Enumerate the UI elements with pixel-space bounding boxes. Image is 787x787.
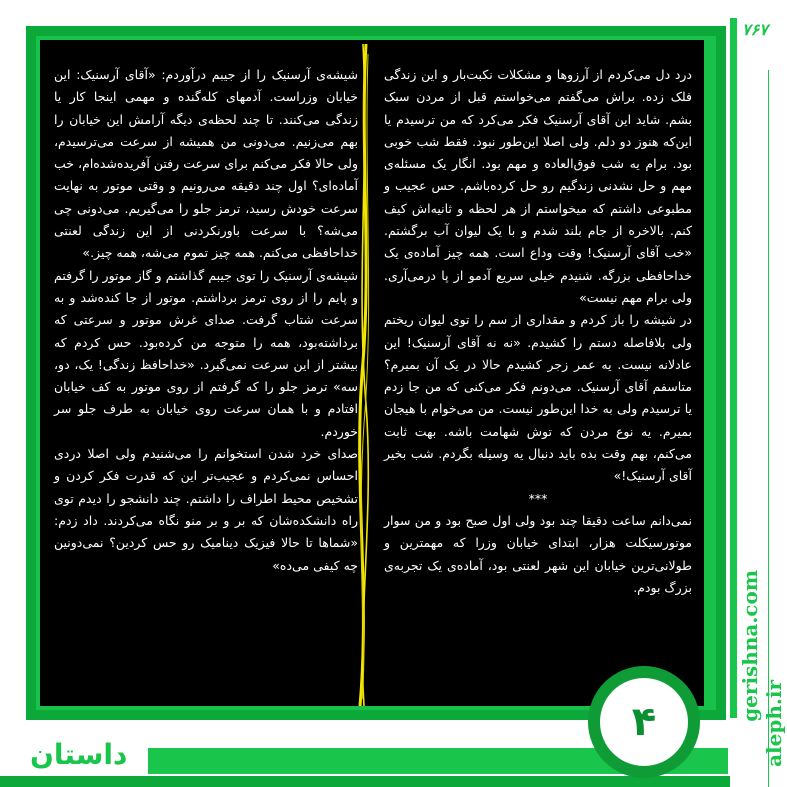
text-column-right: [384, 64, 692, 599]
paragraph: نمی‌دانم ساعت دقیقا چند بود ولی اول صبح بود و من سوار موتورسیکلت هزار، ابتدای خیابان وزرا که مهمترین و طولانی‌ترین خیابان این شهر لعنتی بود، آماده‌ی یک تجربه‌ی بزرگ بودم.: [384, 512, 692, 595]
corner-page-number: ۷۶۷: [742, 20, 768, 39]
paragraph: شیشه‌ی آرسنیک را از جیبم درآوردم: «آقای آرسنیک: این خیابان وزراست. آدمهای کله‌گنده و مهمی اینجا کار یا زندگی می‌کنند. تا چند لحظه‌ی دیگه آرامش این خیابان را بهم می‌زنیم. می‌دونی من همیشه از سرعت می‌ترسیدم، ولی حالا فکر می‌کنم برای سرعت رفتن آفریده‌شده‌ام، خب آماده‌ای؟ اول چند دقیقه می‌رونیم و وقتی موتور به نهایت سرعت خودش رسید، ترمز جلو را می‌گیریم. می‌دونی چی می‌شه؟ با سرعت باورنکردنی از این زندگی لعنتی خداحافظی می‌کنم. همه چیز تموم می‌شه، همه چیز.»: [54, 67, 358, 261]
paragraph: شیشه‌ی آرسنیک را توی جیبم گذاشتم و گاز موتور را گرفتم و پایم را از روی ترمز برداشتم. موتور از جا کنده‌شد و به سرعت شتاب گرفت. صدای غرش موتور و سرعتی که برداشته‌بود، همه را متوجه من کرده‌بود. حس کردم که بیشتر از این سرعت نمی‌گیرد. «خداحافظ زندگی! یک، دو، سه» ترمز جلو را که گرفتم از روی موتور به کف خیابان افتادم و با همان سرعت روی خیابان به طرف جلو سر خوردم.: [54, 267, 358, 439]
section-title: داستان: [30, 738, 128, 771]
paragraph: صدای خرد شدن استخوانم را می‌شنیدم ولی اصلا دردی احساس نمی‌کردم و عجیب‌تر این که قدرت فکر کردن و تشخیص محیط اطراف را داشتم. چند دانشجو را دیدم توی راه دانشکده‌شان که بر و بر منو نگاه می‌کردند. داد زدم: «شماها تا حالا فیزیک دینامیک رو حس کردین؟ نمی‌دونین چه کیفی می‌ده»: [54, 446, 358, 573]
bottom-dark-bar: [0, 776, 730, 787]
section-separator: ***: [528, 490, 548, 506]
paragraph: درد دل می‌کردم از آرزوها و مشکلات نکبت‌بار و این زندگی فلک زده. براش می‌گفتم می‌خواستم قبل از مردن سبک بشم. شاید این آقای آرسنیک فکر می‌کرد که من ترسیدم یا این‌که هنوز دو دلم. ولی اصلا این‌طور نبود. فقط شب خوبی بود. برام یه شب فوق‌العاده و مهم بود. انگار یک مسئله‌ی مهم و حل نشدنی زندگیم رو حل کرده‌باشم. حس عجیب و مطبوعی داشتم که میخواستم از هر لحظه و ثانیه‌اش کیف کنم. بالاخره از جام بلند شدم و با یک لیوان آب برگشتم. «خب آقای آرسنیک! وقت وداع است. همه چیز آماده‌ی یک خداحافظی بزرگه. شنیدم خیلی سریع آدمو از پا درمی‌آری. ولی برام مهم نیست»: [384, 67, 692, 305]
site-aleph: aleph.ir: [762, 680, 786, 767]
site-gerishna: gerishna.com: [738, 570, 762, 722]
side-green-bar: [730, 18, 737, 718]
page-number: ۴: [600, 678, 688, 766]
text-column-left: [54, 64, 358, 577]
paragraph: در شیشه را باز کردم و مقداری از سم را توی لیوان ریختم ولی بلافاصله دستم را کشیدم. «نه نه آقای آرسنیک! این عادلانه نیست. یه عمر زجر کشیدم حالا در یک آن بمیرم؟ متاسفم آقای آرسنیک. می‌دونم فکر می‌کنی که من جا زدم یا ترسیدم ولی به خدا این‌طور نیست. من می‌خوام با هیجان بمیرم. یه نوع مردن که توش شهامت باشه. بهت ثابت می‌کنم، بهم وقت بده باید دنبال یه وسیله بگردم. شب بخیر آقای آرسنیک!»: [384, 312, 692, 484]
